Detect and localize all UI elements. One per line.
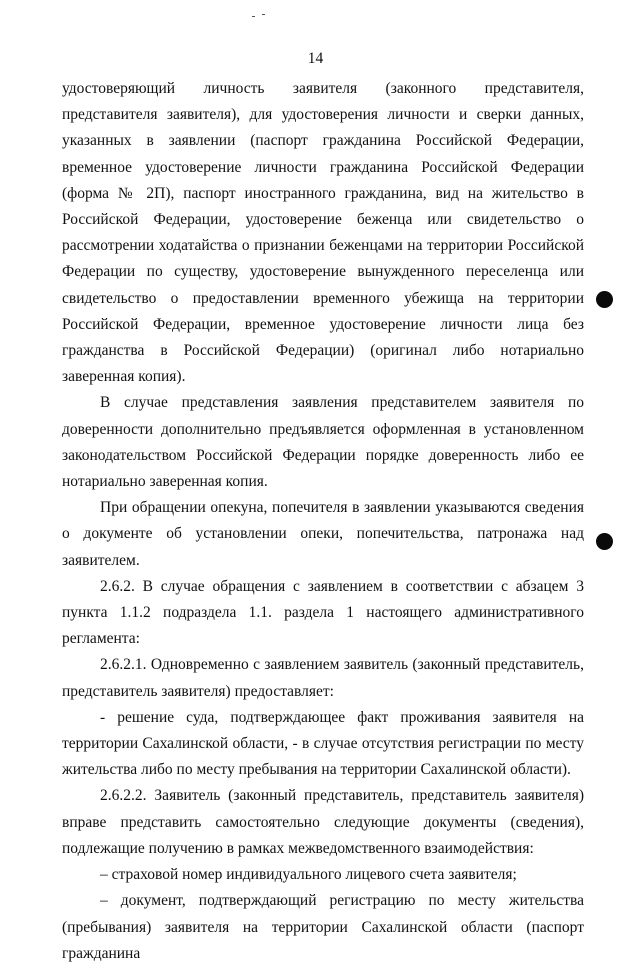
paragraph-2-6-2: 2.6.2. В случае обращения с заявлением в соответствии с абзацем 3 пункта 1.1.2 подраздела 1.1. раздела 1 настоящего административного регламента:	[62, 577, 584, 648]
paragraph-2-6-2-1: 2.6.2.1. Одновременно с заявлением заявитель (законный представитель, представитель заявителя) предоставляет:	[62, 656, 584, 700]
paragraph-identity-documents: удостоверяющий личность заявителя (законного представителя, представителя заявителя), для удостоверения личности и сверки данных, указанных в заявлении (паспорт гражданина Российской Федерации, временное удостоверение личности гражданина Российской Федерации (форма № 2П), паспорт иностранного гражданина, вид на жительство в Российской Федерации, удостоверение беженца или свидетельство о рассмотрении ходатайства о признании беженцами на территории Российской Федерации по существу, удостоверение вынужденного переселенца или свидетельство о предоставлении временного убежища на территории Российской Федерации, временное удостоверение личности лица без гражданства в Российской Федерации) (оригинал либо нотариально заверенная копия).	[62, 80, 584, 386]
paragraph-court-decision: - решение суда, подтверждающее факт проживания заявителя на территории Сахалинской области, - в случае отсутствия регистрации по месту жительства либо по месту пребывания на территории Сахалинской области).	[62, 708, 584, 779]
binder-hole-mark	[596, 291, 613, 308]
page-number: 14	[307, 50, 324, 67]
scan-speck	[262, 14, 265, 15]
paragraph-guardian: При обращении опекуна, попечителя в заявлении указываются сведения о документе об установлении опеки, попечительства, патронажа над заявителем.	[62, 499, 584, 569]
binder-hole-mark	[596, 533, 613, 550]
document-body	[62, 76, 584, 967]
list-item-insurance-number: – страховой номер индивидуального лицевого счета заявителя;	[100, 866, 517, 884]
list-item-registration-document: – документ, подтверждающий регистрацию по месту жительства (пребывания) заявителя на территории Сахалинской области (паспорт гражданина	[62, 892, 584, 962]
paragraph-2-6-2-2: 2.6.2.2. Заявитель (законный представитель, представитель заявителя) вправе представить самостоятельно следующие документы (сведения), подлежащие получению в рамках межведомственного взаимодействия:	[62, 787, 584, 857]
paragraph-representative: В случае представления заявления представителем заявителя по доверенности дополнительно предъявляется оформленная в установленном законодательством Российской Федерации порядке доверенность либо ее нотариально заверенная копия.	[62, 394, 584, 491]
scan-speck	[252, 16, 255, 17]
